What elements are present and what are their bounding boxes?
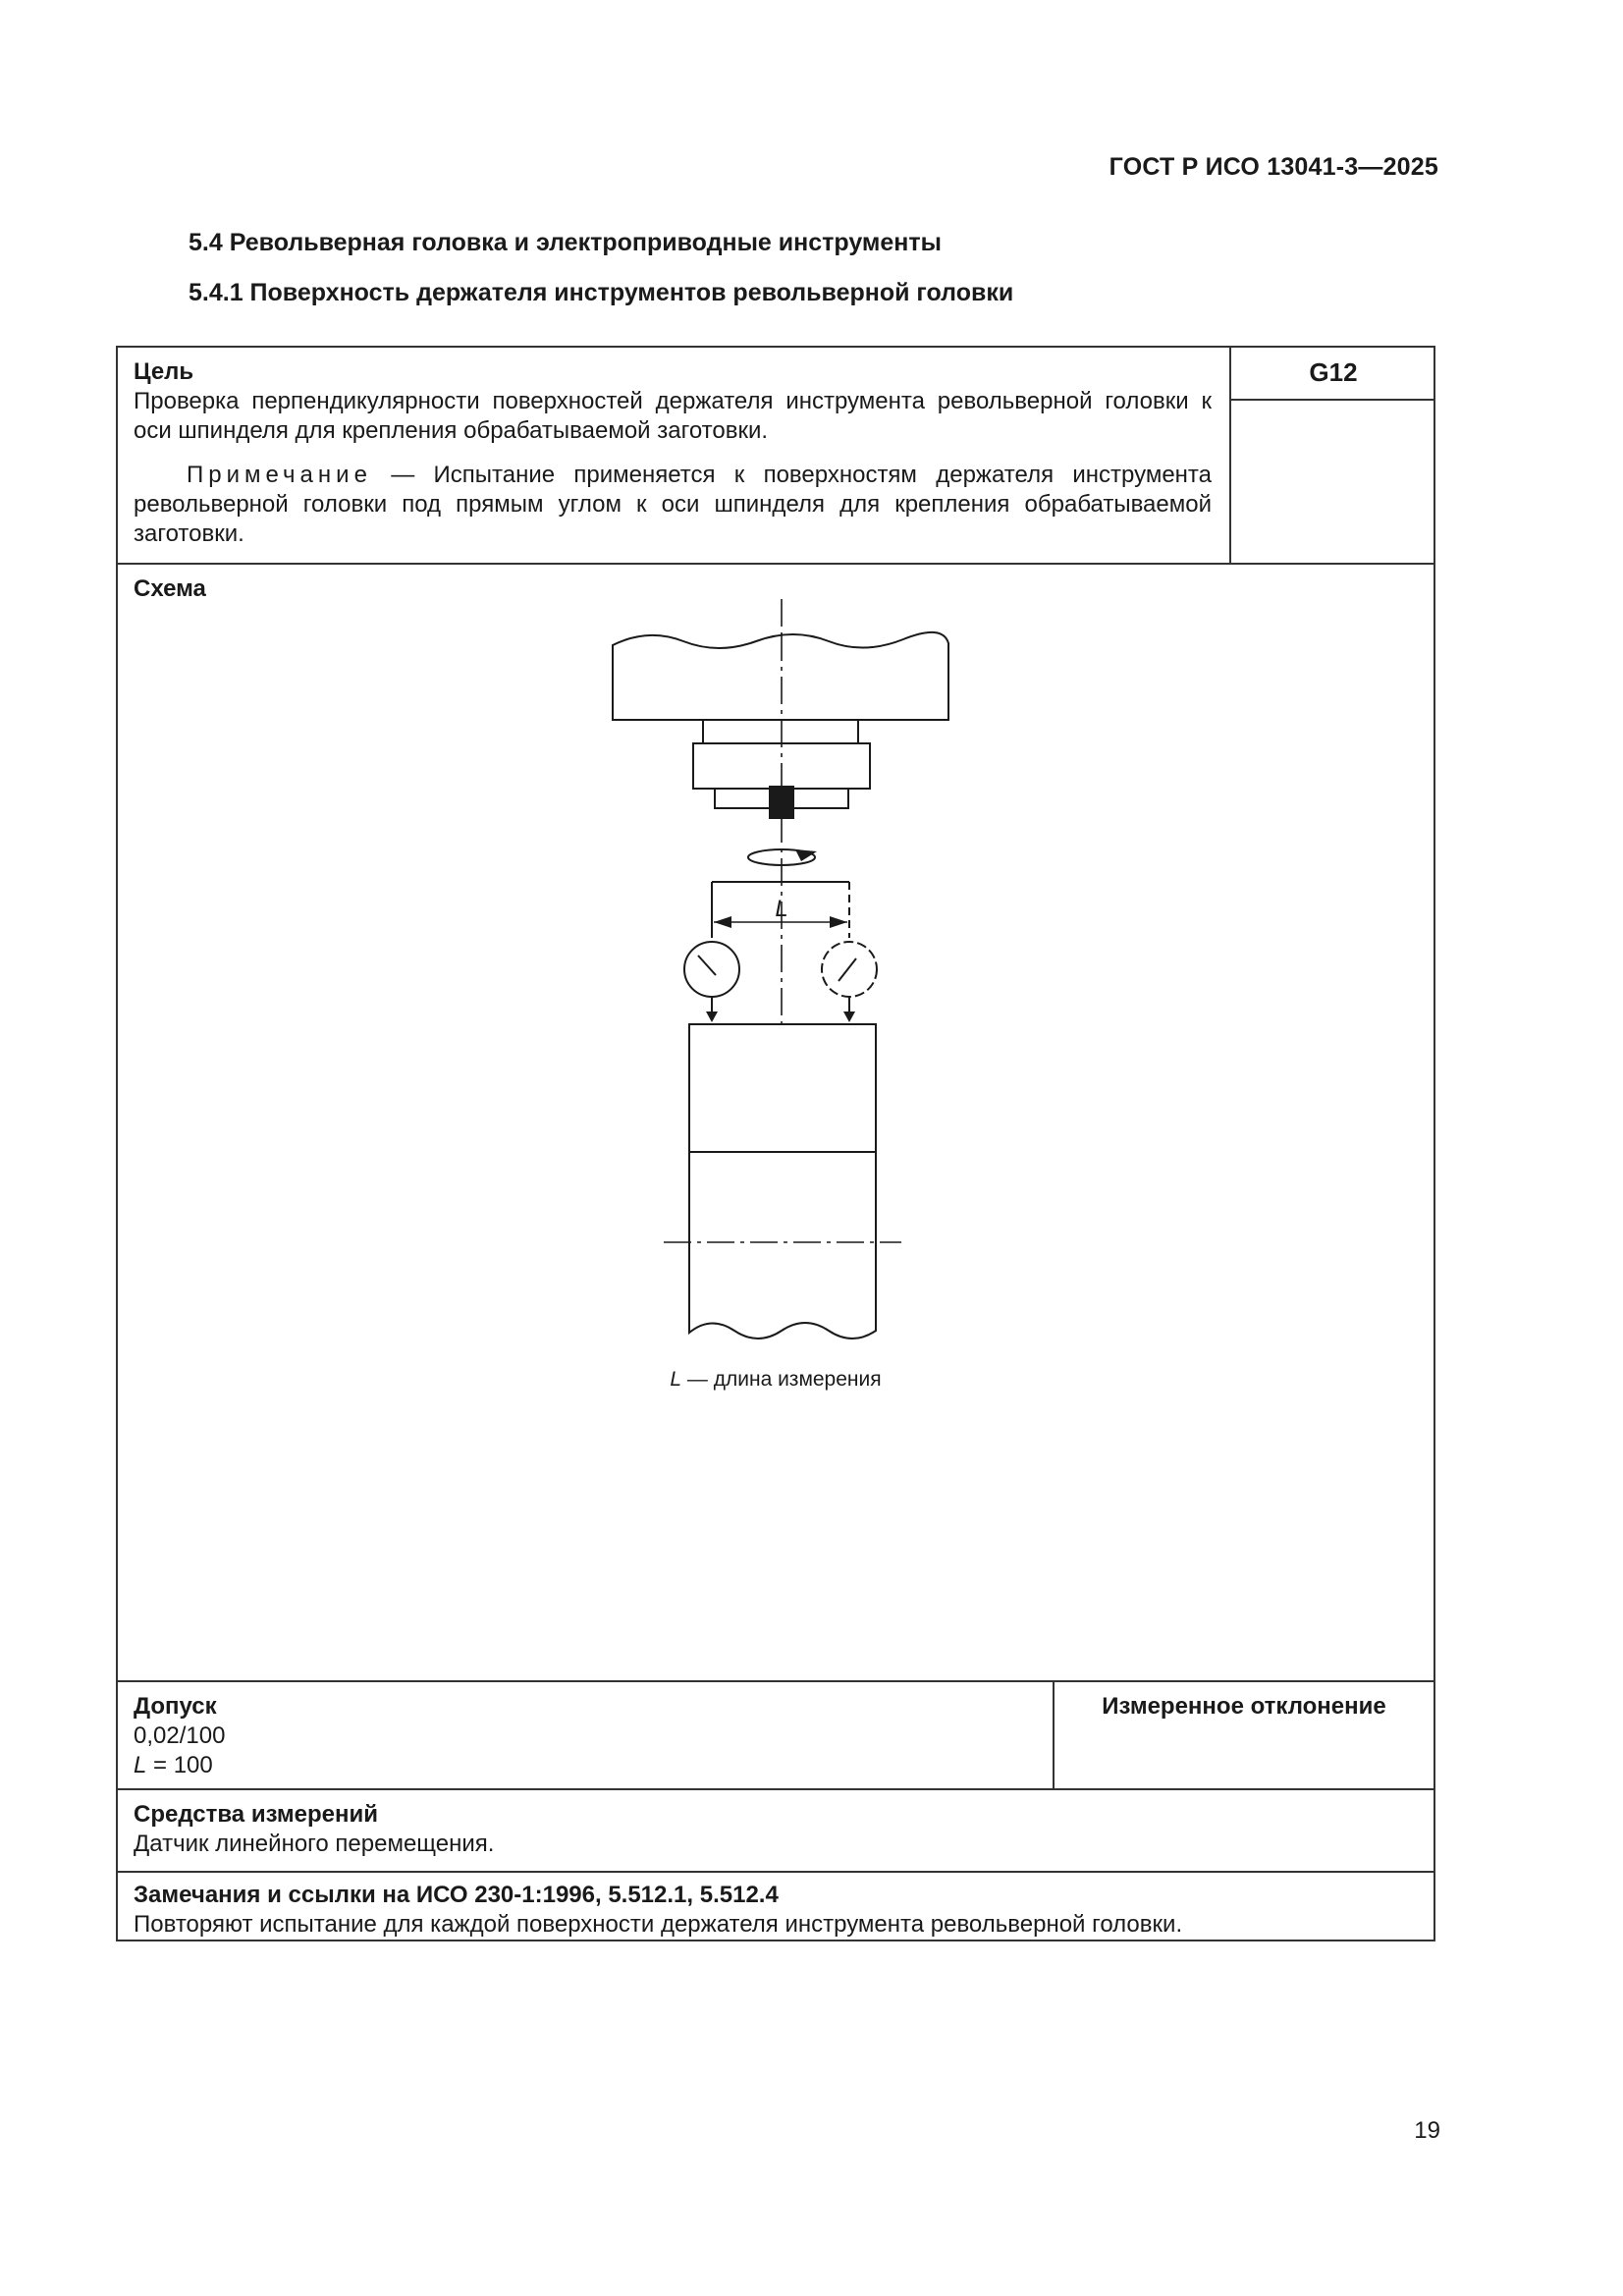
test-sheet xyxy=(116,346,1435,1941)
instruments-text: Датчик линейного перемещения. xyxy=(134,1831,495,1857)
test-code: G12 xyxy=(1309,357,1358,387)
note-paragraph xyxy=(134,461,1212,549)
spindle-head xyxy=(613,632,948,720)
dial-indicator-left xyxy=(684,942,739,997)
tolerance-length-value: = 100 xyxy=(146,1752,213,1778)
legend-symbol: L xyxy=(670,1368,682,1391)
remarks-cell xyxy=(118,1873,1434,1940)
page-number: 19 xyxy=(1414,2117,1440,2144)
diagram-label: Схема xyxy=(134,575,206,602)
dial-indicator-right xyxy=(822,942,877,997)
tolerance-length-symbol: L xyxy=(134,1752,147,1778)
note-label: Примечание xyxy=(187,462,372,488)
section-title-5-4-1: 5.4.1 Поверхность держателя инструментов револьверной головки xyxy=(189,279,1014,306)
instruments-cell xyxy=(118,1790,1434,1871)
measurement-schematic xyxy=(118,565,1434,1468)
tolerance-length xyxy=(134,1751,1037,1780)
dim-arrow-left xyxy=(714,916,731,928)
document-id: ГОСТ Р ИСО 13041-3—2025 xyxy=(1109,153,1438,181)
dimension-label: L xyxy=(775,896,788,922)
tolerance-value: 0,02/100 xyxy=(134,1722,226,1749)
note-text: — Испытание применяется к поверхностям держателя инструмента револьверной головки под прямым углом к оси шпинделя для крепления обрабатываемой заготовки. xyxy=(134,462,1212,547)
measured-deviation-label: Измеренное отклонение xyxy=(1102,1693,1386,1720)
objective-text: Проверка перпендикулярности поверхностей держателя инструмента револьверной головки к оси шпинделя для крепления обрабатываемой заготовки. xyxy=(134,388,1212,444)
diagram-cell xyxy=(118,565,1434,1680)
dim-arrow-right xyxy=(830,916,847,928)
legend-text: — длина измерения xyxy=(681,1368,882,1391)
spindle-collar xyxy=(703,720,858,743)
remarks-label: Замечания и ссылки на ИСО 230-1:1996, 5.512.1, 5.512.4 xyxy=(134,1882,779,1908)
diagram-legend xyxy=(118,1368,1434,1392)
objective-cell xyxy=(118,348,1227,564)
tolerance-cell xyxy=(118,1682,1053,1788)
instruments-label: Средства измерений xyxy=(134,1801,379,1828)
remarks-text: Повторяют испытание для каждой поверхности держателя инструмента револьверной головки. xyxy=(134,1911,1183,1938)
tolerance-label: Допуск xyxy=(134,1693,217,1720)
objective-label: Цель xyxy=(134,358,194,385)
section-title-5-4: 5.4 Револьверная головка и электроприводные инструменты xyxy=(189,229,942,256)
tool-holder-body xyxy=(689,1024,876,1339)
